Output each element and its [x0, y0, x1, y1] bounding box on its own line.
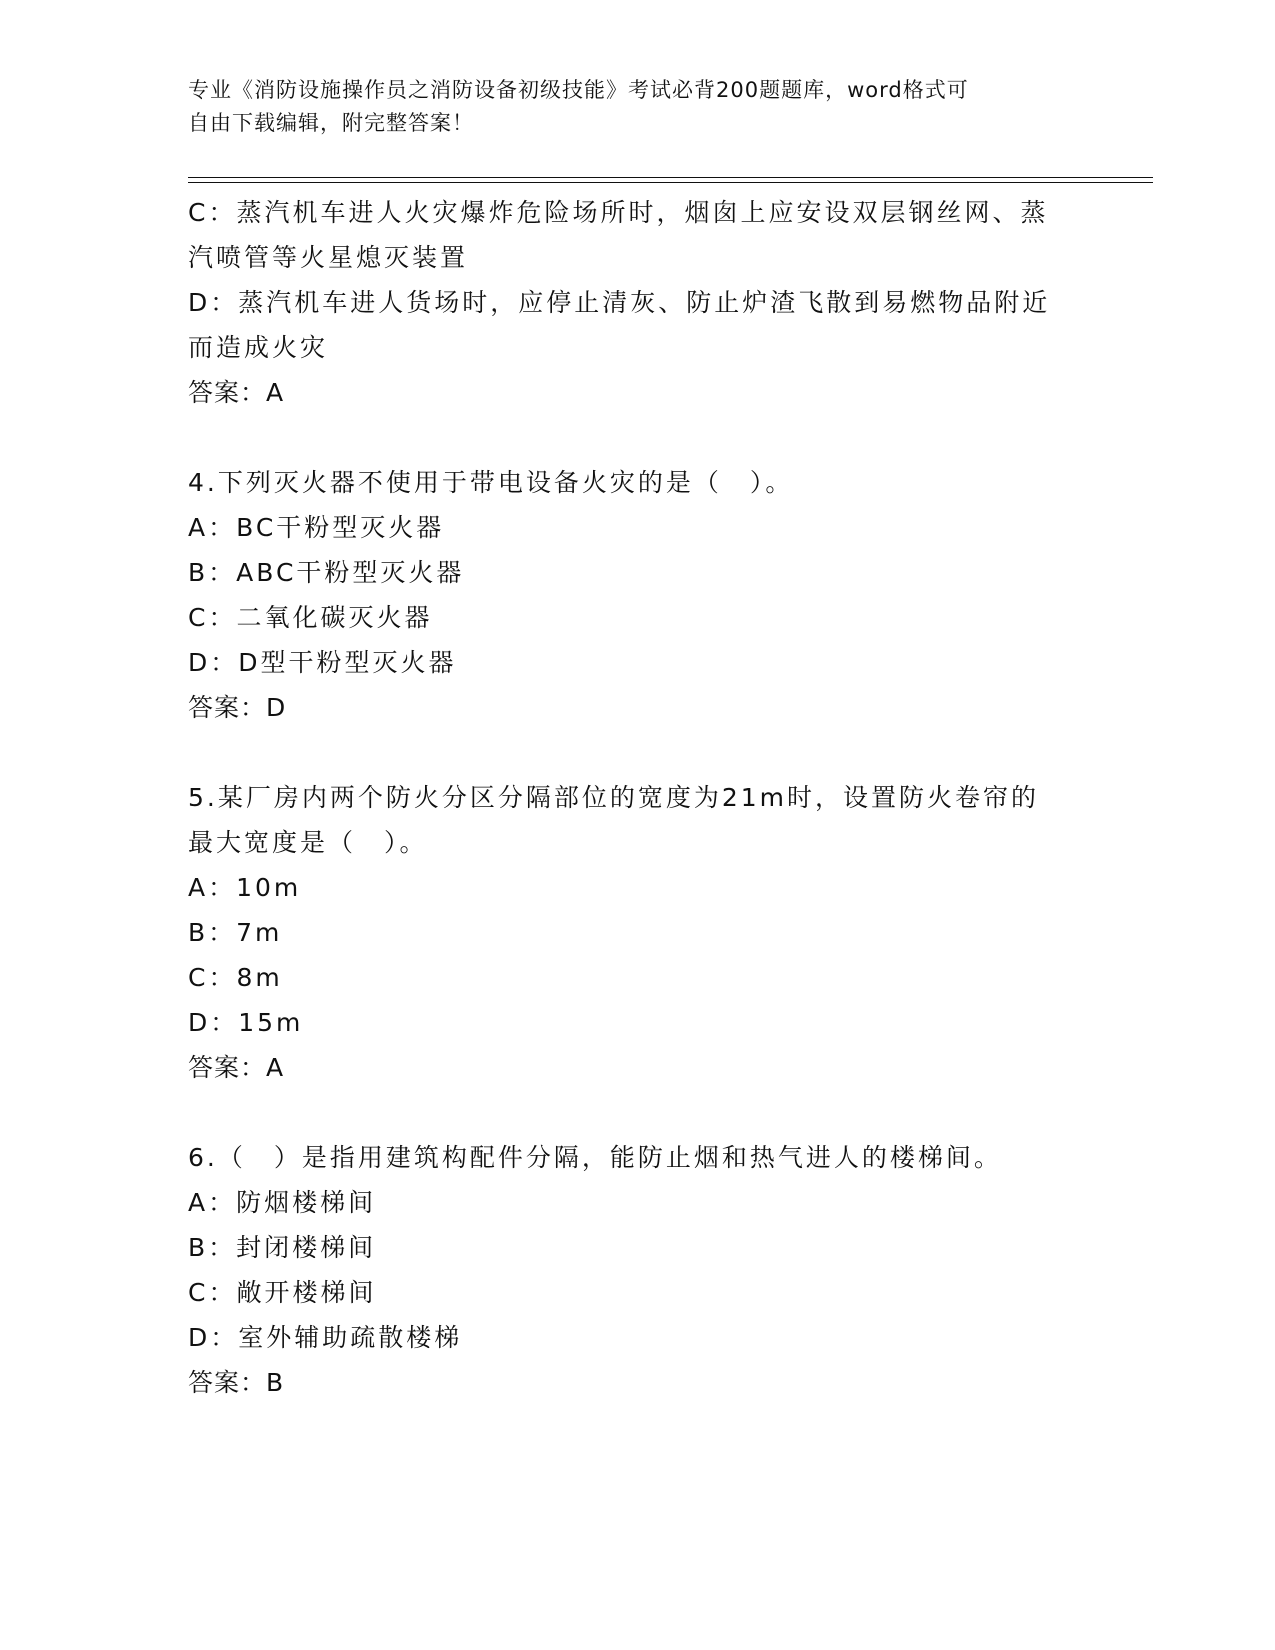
q3-answer: 答案：A: [188, 378, 285, 407]
q6-option-d: D：室外辅助疏散楼梯: [188, 1323, 463, 1352]
spacer: [188, 730, 1088, 775]
q6-option-c: C：敞开楼梯间: [188, 1278, 377, 1307]
spacer: [188, 1090, 1088, 1135]
spacer: [188, 415, 1088, 460]
q4-option-b: B：ABC干粉型灭火器: [188, 558, 465, 587]
q5-option-a: A：10m: [188, 873, 302, 902]
q5-question-text-line-2: 最大宽度是（ ）。: [188, 828, 428, 857]
question-3-block: [188, 190, 1088, 415]
q5-answer: 答案：A: [188, 1053, 285, 1082]
header-divider-bottom: [188, 182, 1153, 183]
q3-option-c-line-1: C：蒸汽机车进人火灾爆炸危险场所时，烟囱上应安设双层钢丝网、蒸: [188, 198, 1049, 227]
q6-question-text: 6.（ ）是指用建筑构配件分隔，能防止烟和热气进人的楼梯间。: [188, 1143, 1002, 1172]
q4-question-text: 4.下列灭火器不使用于带电设备火灾的是（ ）。: [188, 468, 794, 497]
q6-option-a: A：防烟楼梯间: [188, 1188, 377, 1217]
q4-option-d: D：D型干粉型灭火器: [188, 648, 457, 677]
q4-option-c: C：二氧化碳灭火器: [188, 603, 433, 632]
q5-question-text-line-1: 5.某厂房内两个防火分区分隔部位的宽度为21m时，设置防火卷帘的: [188, 783, 1040, 812]
q5-option-c: C：8m: [188, 963, 283, 992]
question-list: [188, 190, 1088, 1405]
question-6-block: [188, 1135, 1088, 1405]
q3-option-d-line-1: D：蒸汽机车进人货场时，应停止清灰、防止炉渣飞散到易燃物品附近: [188, 288, 1051, 317]
q4-option-a: A：BC干粉型灭火器: [188, 513, 445, 542]
q5-option-b: B：7m: [188, 918, 283, 947]
q3-option-d-line-2: 而造成火灾: [188, 333, 329, 362]
question-4-block: [188, 460, 1088, 730]
q6-answer: 答案：B: [188, 1368, 285, 1397]
header-title-line-2: 自由下载编辑，附完整答案！: [188, 111, 474, 135]
header-divider-top: [188, 177, 1153, 178]
q3-option-c-line-2: 汽喷管等火星熄灭装置: [188, 243, 469, 272]
question-5-block: [188, 775, 1088, 1090]
header-title-line-1: 专业《消防设施操作员之消防设备初级技能》考试必背200题题库，word格式可: [188, 78, 969, 102]
q4-answer: 答案：D: [188, 693, 287, 722]
q6-option-b: B：封闭楼梯间: [188, 1233, 377, 1262]
q5-option-d: D：15m: [188, 1008, 304, 1037]
document-header: [188, 74, 1068, 140]
